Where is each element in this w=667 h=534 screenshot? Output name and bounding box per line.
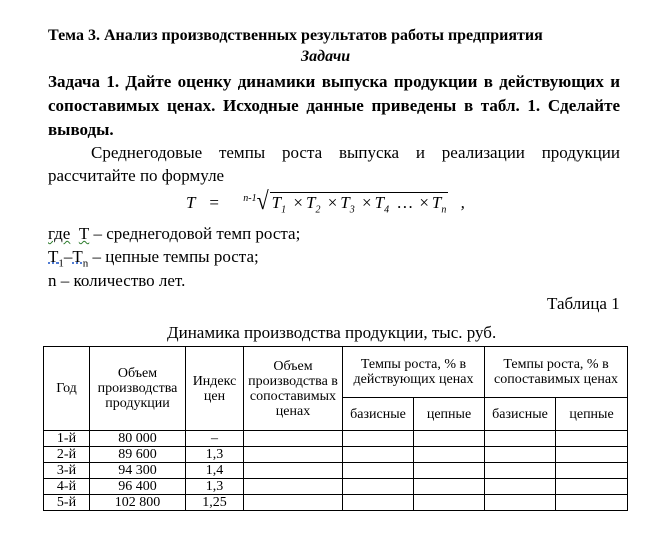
task1-line1: Задача 1. Дайте оценку динамики выпуска продукции в действующих и bbox=[48, 72, 620, 91]
cell-year: 4-й bbox=[44, 479, 90, 495]
header-basic-current: базисные bbox=[343, 398, 414, 431]
formula-operator: × bbox=[327, 193, 338, 212]
cell-year: 1-й bbox=[44, 431, 90, 447]
cell-comparable bbox=[244, 431, 343, 447]
t1-symbol: $Т_1$ bbox=[48, 247, 64, 270]
formula-term: T bbox=[340, 193, 350, 212]
cell-chain-current bbox=[414, 495, 485, 511]
cell-chain-current bbox=[414, 463, 485, 479]
cell-chain-comparable bbox=[556, 431, 628, 447]
t-symbol: Т bbox=[78, 224, 90, 243]
definition-chain: $Т_1-Т_n$ – цепные темпы роста; bbox=[48, 247, 259, 270]
formula-operator: × bbox=[293, 193, 303, 212]
cell-basic-comparable bbox=[485, 447, 556, 463]
formula-term: T bbox=[305, 193, 316, 212]
cell-basic-current bbox=[343, 431, 414, 447]
cell-comparable bbox=[244, 495, 343, 511]
formula-subscript: 1 bbox=[281, 204, 287, 216]
cell-volume: 102 800 bbox=[90, 495, 186, 511]
table-label: Таблица 1 bbox=[547, 294, 620, 313]
definition-t bbox=[48, 224, 300, 244]
formula-subscript: 4 bbox=[384, 204, 390, 216]
cell-volume: 96 400 bbox=[90, 479, 186, 495]
formula-lhs: T bbox=[186, 193, 196, 212]
cell-chain-current bbox=[414, 431, 485, 447]
where-word: где bbox=[48, 224, 71, 243]
cell-chain-comparable bbox=[556, 479, 628, 495]
header-basic-comparable: базисные bbox=[485, 398, 556, 431]
formula-root-index: n-1 bbox=[243, 193, 257, 204]
formula-operator: × bbox=[362, 193, 372, 212]
topic-title: Тема 3. Анализ производственных результатов работы предприятия bbox=[48, 27, 543, 44]
task1-line2: сопоставимых ценах. Исходные данные приведены в табл. 1. Сделайте bbox=[48, 96, 620, 115]
cell-index: 1,3 bbox=[186, 447, 244, 463]
table-row bbox=[44, 479, 628, 495]
cell-chain-current bbox=[414, 447, 485, 463]
cell-year: 3-й bbox=[44, 463, 90, 479]
cell-basic-current bbox=[343, 495, 414, 511]
cell-chain-current bbox=[414, 479, 485, 495]
formula-subscript: 2 bbox=[315, 204, 321, 216]
cell-year: 5-й bbox=[44, 495, 90, 511]
header-growth-comparable: Темпы роста, % в сопоставимых ценах bbox=[485, 347, 628, 398]
formula-equals: = bbox=[209, 193, 219, 212]
header-price-index: Индекс цен bbox=[186, 347, 244, 431]
formula-operator: … bbox=[396, 193, 414, 212]
cell-chain-comparable bbox=[556, 463, 628, 479]
cell-index: 1,4 bbox=[186, 463, 244, 479]
growth-formula bbox=[186, 188, 465, 222]
formula-radicand bbox=[270, 192, 449, 215]
formula-subscript: 3 bbox=[349, 204, 355, 216]
tasks-heading: Задачи bbox=[301, 48, 351, 65]
header-volume: Объем производства продукции bbox=[90, 347, 186, 431]
cell-basic-current bbox=[343, 479, 414, 495]
tn-symbol: $Т_n$ bbox=[72, 247, 89, 270]
table-row bbox=[44, 431, 628, 447]
cell-volume: 80 000 bbox=[90, 431, 186, 447]
cell-comparable bbox=[244, 479, 343, 495]
cell-basic-comparable bbox=[485, 463, 556, 479]
header-year: Год bbox=[44, 347, 90, 431]
cell-index: 1,3 bbox=[186, 479, 244, 495]
formula-term: T bbox=[271, 193, 282, 212]
header-growth-current: Темпы роста, % в действующих ценах bbox=[343, 347, 485, 398]
definition-n: n – количество лет. bbox=[48, 271, 186, 290]
paragraph-line2: рассчитайте по формуле bbox=[48, 166, 225, 185]
radical-sign: √ bbox=[256, 186, 269, 215]
formula-subscript: n bbox=[441, 204, 447, 216]
t-definition: – среднегодовой темп роста; bbox=[89, 224, 301, 243]
paragraph-line1: Среднегодовые темпы роста выпуска и реализации продукции bbox=[91, 143, 620, 162]
task1-line3: выводы. bbox=[48, 120, 114, 139]
chain-definition: – цепные темпы роста; bbox=[88, 247, 259, 266]
production-table bbox=[43, 346, 628, 511]
table-row bbox=[44, 495, 628, 511]
cell-volume: 89 600 bbox=[90, 447, 186, 463]
cell-basic-current bbox=[343, 463, 414, 479]
cell-chain-comparable bbox=[556, 495, 628, 511]
header-chain-current: цепные bbox=[414, 398, 485, 431]
cell-comparable bbox=[244, 463, 343, 479]
table-row bbox=[44, 463, 628, 479]
formula-operator: × bbox=[419, 193, 429, 212]
cell-basic-comparable bbox=[485, 431, 556, 447]
cell-index: 1,25 bbox=[186, 495, 244, 511]
cell-basic-comparable bbox=[485, 495, 556, 511]
header-comparable: Объем производства в сопоставимых ценах bbox=[244, 347, 343, 431]
cell-basic-current bbox=[343, 447, 414, 463]
cell-volume: 94 300 bbox=[90, 463, 186, 479]
cell-index: – bbox=[186, 431, 244, 447]
table-row bbox=[44, 447, 628, 463]
formula-term: T bbox=[374, 193, 385, 212]
header-chain-comparable: цепные bbox=[556, 398, 628, 431]
cell-comparable bbox=[244, 447, 343, 463]
cell-basic-comparable bbox=[485, 479, 556, 495]
table-title: Динамика производства продукции, тыс. руб. bbox=[167, 323, 497, 342]
cell-year: 2-й bbox=[44, 447, 90, 463]
formula-trail: , bbox=[460, 193, 465, 212]
formula-term: T bbox=[431, 193, 442, 212]
cell-chain-comparable bbox=[556, 447, 628, 463]
